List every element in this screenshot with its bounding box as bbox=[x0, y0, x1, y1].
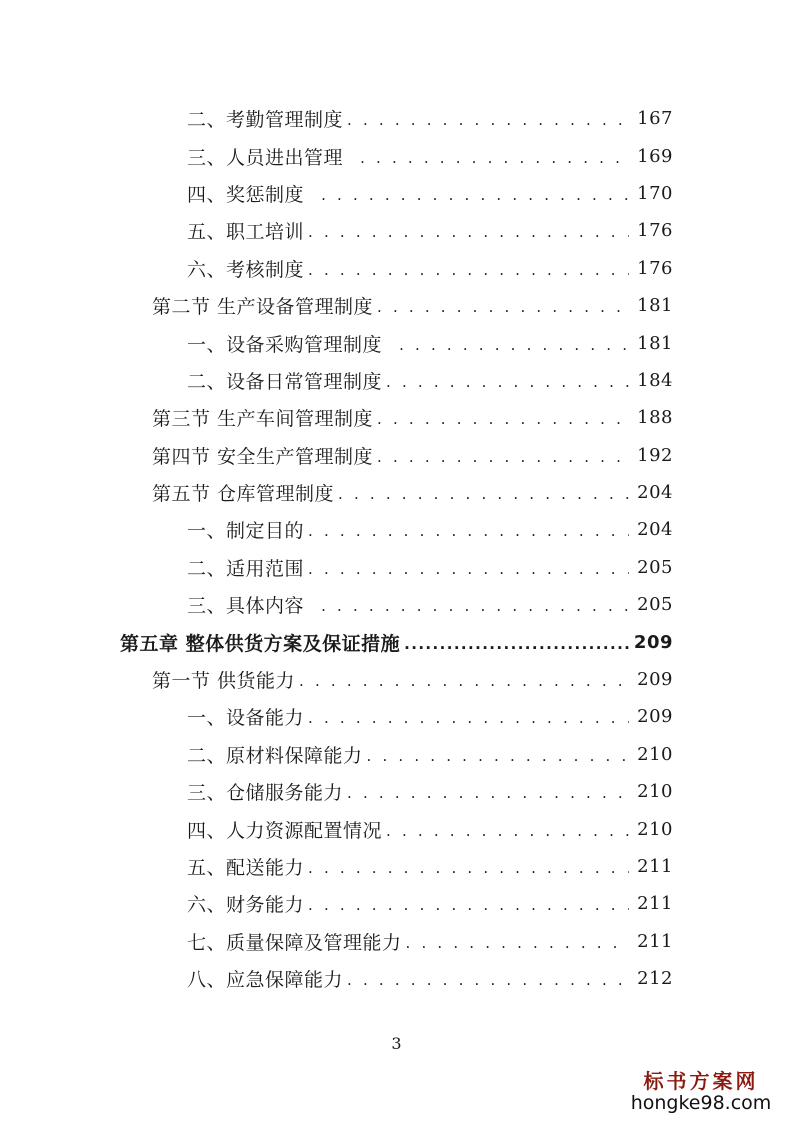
toc-entry-page: 212 bbox=[637, 968, 673, 990]
toc-entry-item[interactable] bbox=[0, 923, 793, 960]
toc-leader-dots bbox=[308, 898, 629, 913]
toc-leader-dots bbox=[308, 524, 629, 539]
toc-leader-dots bbox=[308, 562, 629, 577]
toc-entry-item[interactable] bbox=[0, 137, 793, 174]
toc-entry-page: 176 bbox=[637, 257, 673, 279]
toc-leader-dots bbox=[347, 973, 629, 988]
toc-entry-title: 二、适用范围 bbox=[187, 557, 305, 580]
toc-entry-item[interactable] bbox=[0, 362, 793, 399]
toc-entry-page: 204 bbox=[637, 519, 673, 541]
toc-entry-page: 210 bbox=[637, 743, 673, 765]
watermark-logo bbox=[621, 1065, 781, 1114]
watermark-url: hongke98.com bbox=[630, 1092, 772, 1114]
toc-leader-dots bbox=[404, 637, 629, 652]
toc-entry-title: 四、人力资源配置情况 bbox=[187, 819, 383, 842]
toc-entry-title: 二、考勤管理制度 bbox=[187, 109, 344, 132]
toc-entry-page: 210 bbox=[637, 818, 673, 840]
toc-entry-page: 204 bbox=[637, 482, 673, 504]
toc-entry-title: 第五节 仓库管理制度 bbox=[152, 483, 335, 506]
toc-leader-dots bbox=[308, 225, 629, 240]
toc-entry-title: 第一节 供货能力 bbox=[152, 670, 296, 693]
toc-leader-dots bbox=[347, 113, 629, 128]
toc-entry-title: 三、人员进出管理 bbox=[187, 146, 357, 169]
toc-leader-dots bbox=[321, 188, 629, 203]
toc-entry-page: 211 bbox=[637, 893, 673, 915]
table-of-contents bbox=[0, 100, 793, 997]
toc-entry-section[interactable] bbox=[0, 661, 793, 698]
toc-entry-item[interactable] bbox=[0, 810, 793, 847]
toc-entry-page: 211 bbox=[637, 930, 673, 952]
toc-entry-item[interactable] bbox=[0, 511, 793, 548]
page-number: 3 bbox=[391, 1034, 402, 1053]
toc-entry-item[interactable] bbox=[0, 773, 793, 810]
toc-entry-page: 188 bbox=[637, 407, 673, 429]
toc-entry-item[interactable] bbox=[0, 549, 793, 586]
toc-entry-page: 205 bbox=[637, 556, 673, 578]
toc-entry-page: 211 bbox=[637, 856, 673, 877]
toc-entry-item[interactable] bbox=[0, 885, 793, 922]
toc-entry-item[interactable] bbox=[0, 250, 793, 287]
toc-entry-page: 209 bbox=[637, 669, 673, 691]
toc-entry-page: 184 bbox=[637, 369, 673, 391]
toc-entry-section[interactable] bbox=[0, 287, 793, 324]
toc-entry-chapter[interactable] bbox=[0, 623, 793, 660]
toc-entry-item[interactable] bbox=[0, 100, 793, 137]
watermark-name: 标书方案网 bbox=[643, 1069, 759, 1093]
toc-entry-page: 181 bbox=[637, 332, 673, 354]
toc-entry-title: 三、仓储服务能力 bbox=[187, 782, 344, 805]
toc-entry-title: 五、配送能力 bbox=[187, 857, 305, 879]
toc-entry-title: 二、原材料保障能力 bbox=[187, 744, 363, 767]
toc-entry-page: 176 bbox=[637, 220, 673, 242]
toc-entry-page: 169 bbox=[637, 145, 673, 167]
toc-entry-title: 第二节 生产设备管理制度 bbox=[152, 296, 374, 319]
toc-entry-title: 五、职工培训 bbox=[187, 221, 305, 244]
toc-entry-section[interactable] bbox=[0, 437, 793, 474]
toc-leader-dots bbox=[377, 450, 629, 465]
toc-entry-title: 第三节 生产车间管理制度 bbox=[152, 408, 374, 431]
toc-leader-dots bbox=[399, 338, 629, 353]
toc-entry-title: 七、质量保障及管理能力 bbox=[187, 931, 402, 954]
toc-entry-title: 二、设备日常管理制度 bbox=[187, 370, 383, 393]
toc-leader-dots bbox=[386, 375, 629, 390]
toc-leader-dots bbox=[308, 861, 629, 876]
toc-entry-item[interactable] bbox=[0, 960, 793, 997]
toc-entry-page: 205 bbox=[637, 594, 673, 616]
toc-entry-title: 四、奖惩制度 bbox=[187, 183, 318, 206]
toc-leader-dots bbox=[321, 599, 629, 614]
toc-entry-title: 三、具体内容 bbox=[187, 595, 318, 618]
toc-leader-dots bbox=[360, 151, 629, 166]
toc-entry-title: 八、应急保障能力 bbox=[187, 969, 344, 992]
toc-entry-section[interactable] bbox=[0, 399, 793, 436]
toc-leader-dots bbox=[308, 711, 629, 726]
toc-entry-item[interactable] bbox=[0, 212, 793, 249]
toc-leader-dots bbox=[377, 412, 629, 427]
toc-leader-dots bbox=[299, 674, 629, 689]
toc-entry-item[interactable] bbox=[0, 848, 793, 885]
toc-entry-title: 第四节 安全生产管理制度 bbox=[152, 445, 374, 468]
toc-entry-title: 一、制定目的 bbox=[187, 520, 305, 543]
toc-entry-page: 209 bbox=[633, 631, 673, 653]
toc-entry-page: 210 bbox=[637, 781, 673, 803]
toc-entry-page: 181 bbox=[637, 295, 673, 317]
toc-entry-item[interactable] bbox=[0, 324, 793, 361]
toc-entry-title: 第五章 整体供货方案及保证措施 bbox=[120, 632, 401, 655]
toc-entry-item[interactable] bbox=[0, 736, 793, 773]
toc-entry-title: 一、设备采购管理制度 bbox=[187, 333, 396, 356]
toc-leader-dots bbox=[367, 749, 629, 764]
toc-entry-title: 六、财务能力 bbox=[187, 894, 305, 917]
toc-entry-section[interactable] bbox=[0, 474, 793, 511]
toc-entry-page: 209 bbox=[637, 706, 673, 728]
toc-entry-title: 六、考核制度 bbox=[187, 258, 305, 281]
toc-entry-item[interactable] bbox=[0, 586, 793, 623]
toc-leader-dots bbox=[308, 263, 629, 278]
toc-entry-page: 192 bbox=[637, 444, 673, 466]
toc-leader-dots bbox=[406, 936, 629, 951]
toc-entry-page: 170 bbox=[637, 182, 673, 204]
toc-leader-dots bbox=[338, 487, 629, 502]
toc-leader-dots bbox=[377, 300, 629, 315]
toc-leader-dots bbox=[347, 786, 629, 801]
toc-entry-item[interactable] bbox=[0, 175, 793, 212]
toc-leader-dots bbox=[386, 824, 629, 839]
toc-entry-item[interactable] bbox=[0, 698, 793, 735]
toc-entry-title: 一、设备能力 bbox=[187, 707, 305, 730]
toc-entry-page: 167 bbox=[637, 108, 673, 130]
